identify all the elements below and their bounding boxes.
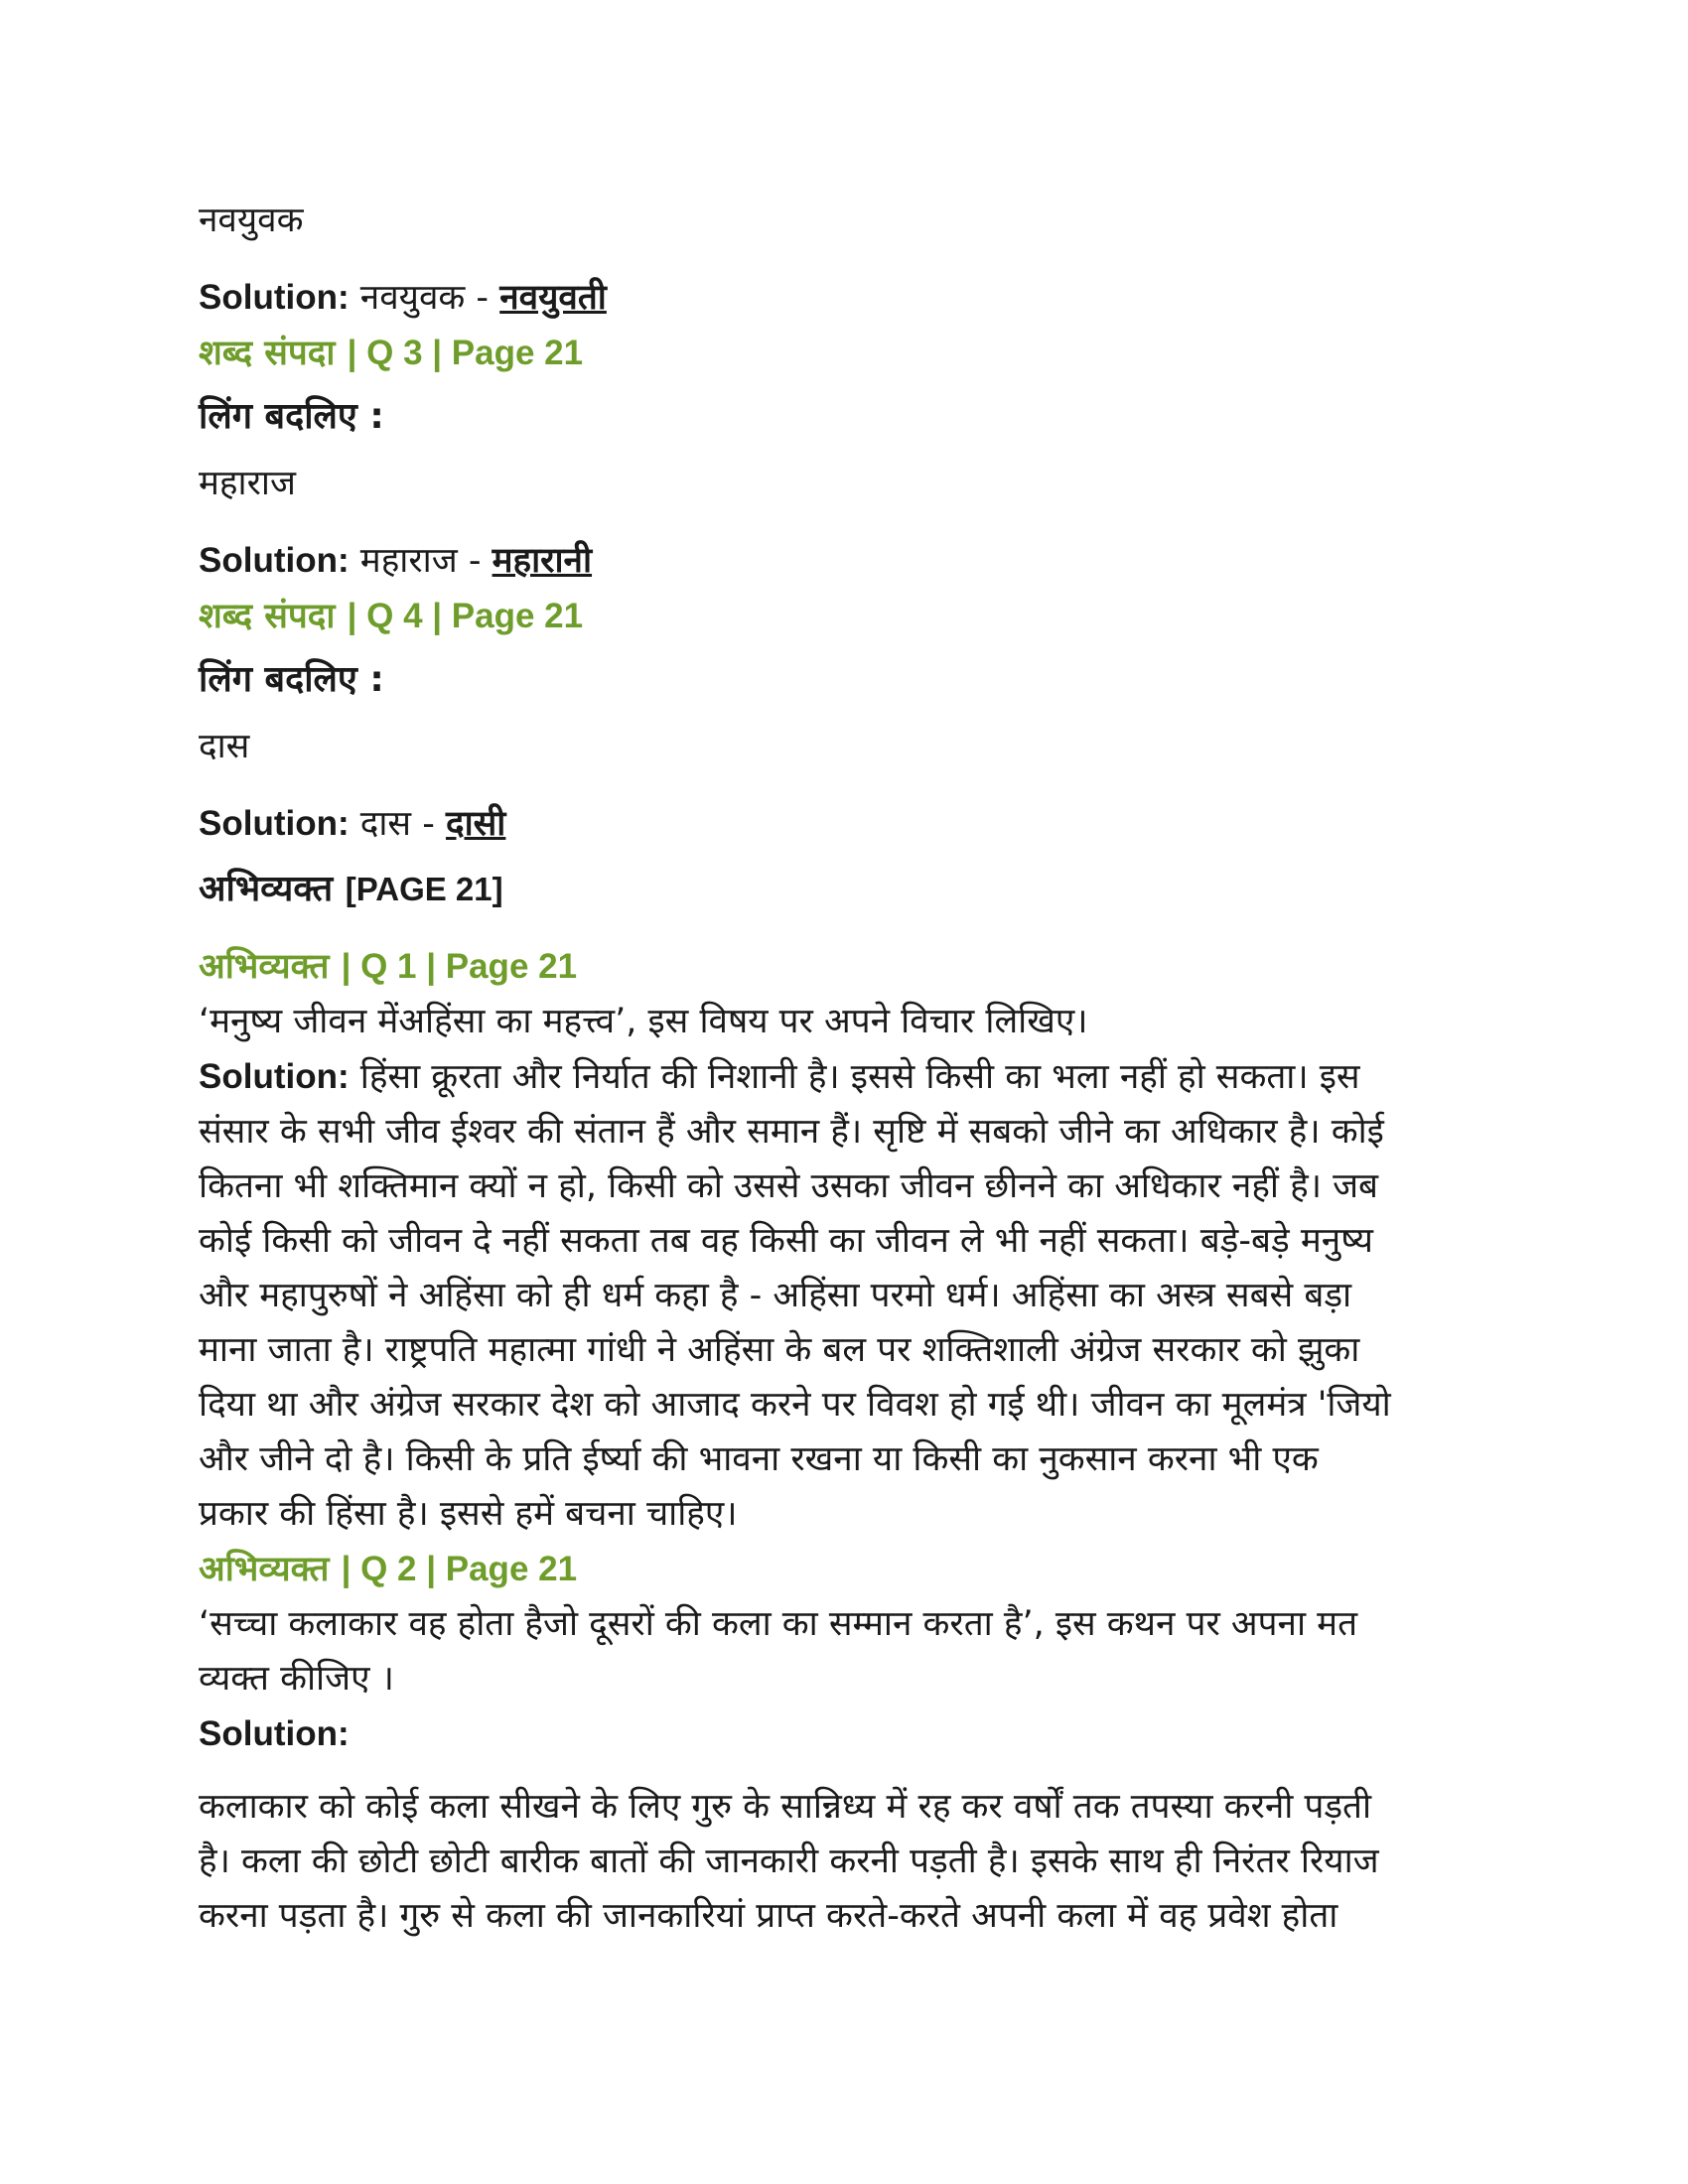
question-word: दास: [199, 727, 250, 766]
question-reference: [199, 589, 1489, 644]
solution-line: [199, 270, 1489, 326]
question-reference: [199, 939, 1489, 995]
solution-line: [199, 533, 1489, 589]
solution-text-line: और महापुरुषों ने अहिंसा को ही धर्म कहा है - अहिंसा परमो धर्म। अहिंसा का अस्त्र सबसे बड़ा: [199, 1276, 1352, 1315]
question-reference-number: | Q 3 | Page 21: [347, 334, 584, 372]
solution-text-line: कलाकार को कोई कला सीखने के लिए गुरु के सान्निध्य में रह कर वर्षों तक तपस्या करनी पड़ती: [199, 1787, 1372, 1827]
question-text: [199, 995, 1489, 1049]
solution-line: [199, 1706, 1489, 1762]
question-reference-section: शब्द संपदा: [199, 334, 336, 373]
solution-text-line: संसार के सभी जीव ईश्वर की संतान हैं और समान हैं। सृष्टि में सबको जीने का अधिकार है। कोई: [199, 1112, 1384, 1152]
document-page: [199, 194, 1489, 1944]
question-instruction: लिंग बदलिए :: [199, 396, 384, 437]
solution-text-line: और जीने दो है। किसी के प्रति ईर्ष्या की भावना रखना या किसी का नुकसान करना भी एक: [199, 1439, 1319, 1479]
solution-prefix: दास -: [359, 804, 435, 844]
question-instruction: लिंग बदलिए :: [199, 659, 384, 700]
question-reference: [199, 326, 1489, 381]
solution-answer: नवयुवती: [499, 278, 607, 318]
solution-answer: दासी: [445, 804, 506, 844]
solution-paragraph: [199, 1780, 1489, 1944]
question-word: नवयुवक: [199, 201, 304, 240]
question-reference-section: अभिव्यक्त: [199, 1550, 330, 1589]
solution-text-line: करना पड़ता है। गुरु से कला की जानकारियां प्राप्त करते-करते अपनी कला में वह प्रवेश होता: [199, 1896, 1338, 1936]
solution-label: Solution:: [199, 278, 350, 317]
solution-label: Solution:: [199, 804, 350, 843]
question-word: महाराज: [199, 464, 296, 503]
question-reference-number: | Q 1 | Page 21: [341, 947, 578, 986]
section-heading: [199, 860, 1489, 919]
solution-label: Solution:: [199, 1057, 350, 1096]
solution-label: Solution:: [199, 541, 350, 580]
question-line: व्यक्त कीजिए ।: [199, 1659, 394, 1699]
solution-line: [199, 796, 1489, 852]
solution-answer: महारानी: [492, 541, 593, 581]
section-title: अभिव्यक्त: [199, 869, 334, 909]
solution-text-line: कितना भी शक्तिमान क्यों न हो, किसी को उससे उसका जीवन छीनने का अधिकार नहीं है। जब: [199, 1166, 1379, 1206]
section-page: [PAGE 21]: [345, 871, 503, 907]
solution-text-line: प्रकार की हिंसा है। इससे हमें बचना चाहिए।: [199, 1494, 738, 1534]
solution-label: Solution:: [199, 1714, 350, 1753]
question-reference: [199, 1542, 1489, 1597]
question-line: ‘सच्चा कलाकार वह होता हैजो दूसरों की कला का सम्मान करता है’, इस कथन पर अपना मत: [199, 1604, 1358, 1644]
solution-paragraph: [199, 1049, 1489, 1542]
solution-prefix: नवयुवक -: [359, 278, 490, 318]
question-text: [199, 1597, 1489, 1706]
question-reference-section: शब्द संपदा: [199, 597, 336, 636]
question-reference-number: | Q 2 | Page 21: [341, 1550, 578, 1588]
spacer: [199, 1762, 1489, 1780]
solution-text-line: दिया था और अंग्रेज सरकार देश को आजाद करने पर विवश हो गई थी। जीवन का मूलमंत्र 'जियो: [199, 1385, 1391, 1425]
solution-text-line: हिंसा क्रूरता और निर्यात की निशानी है। इससे किसी का भला नहीं हो सकता। इस: [359, 1057, 1360, 1097]
question-reference-number: | Q 4 | Page 21: [347, 597, 584, 635]
question-line: ‘मनुष्य जीवन मेंअहिंसा का महत्त्व’, इस विषय पर अपने विचार लिखिए।: [199, 1002, 1088, 1041]
solution-text-line: है। कला की छोटी छोटी बारीक बातों की जानकारी करनी पड़ती है। इसके साथ ही निरंतर रियाज: [199, 1842, 1379, 1881]
solution-prefix: महाराज -: [359, 541, 482, 581]
solution-line: [199, 1049, 1489, 1105]
solution-text-line: माना जाता है। राष्ट्रपति महात्मा गांधी ने अहिंसा के बल पर शक्तिशाली अंग्रेज सरकार को झुका: [199, 1330, 1360, 1370]
question-reference-section: अभिव्यक्त: [199, 947, 330, 987]
solution-text-line: कोई किसी को जीवन दे नहीं सकता तब वह किसी का जीवन ले भी नहीं सकता। बड़े-बड़े मनुष्य: [199, 1221, 1373, 1261]
